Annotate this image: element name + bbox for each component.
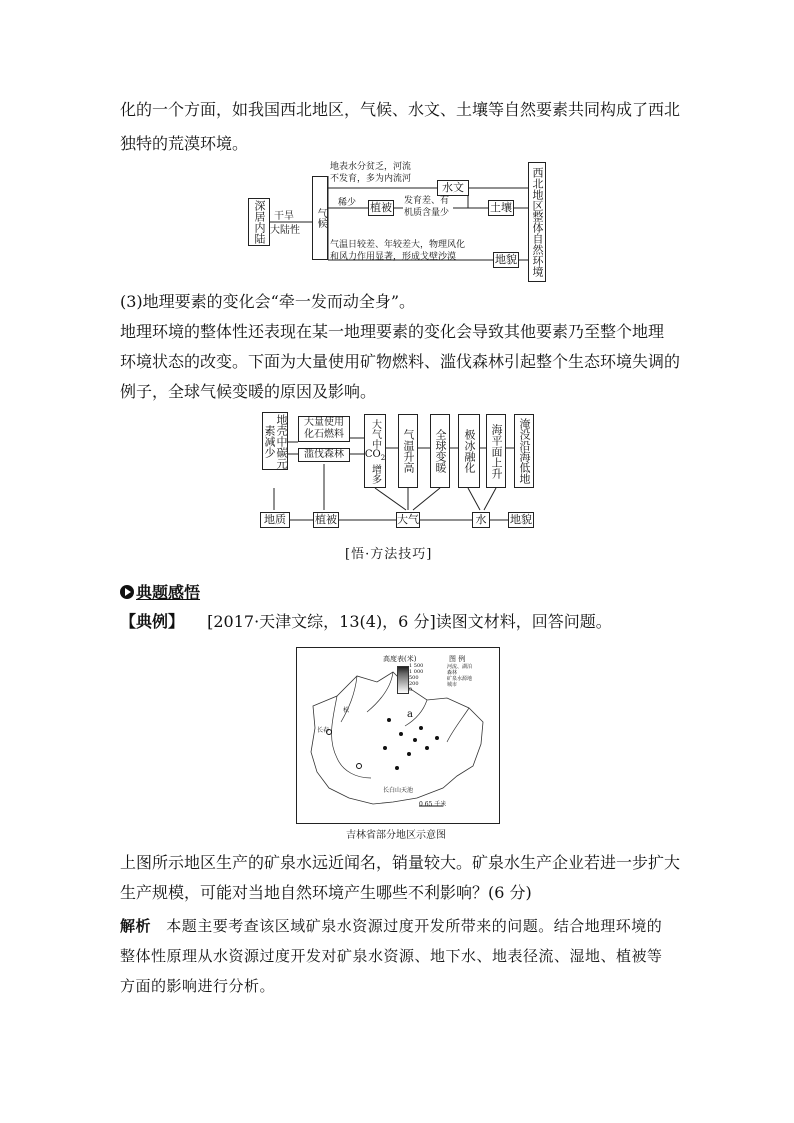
- section3-title: (3)地理要素的变化会“牵一发而动全身”。: [120, 292, 416, 311]
- legend-title: 图 例: [449, 655, 466, 663]
- question-line-2: 生产规模，可能对当地自然环境产生哪些不利影响？(6 分): [120, 883, 532, 902]
- temperature-rise-box: 气温升高: [398, 414, 418, 488]
- soil-desc-2: 机质含量少: [404, 208, 450, 218]
- example-source: [2017·天津文综，13(4)，6 分]读图文材料，回答问题。: [207, 612, 612, 631]
- water-desc-1: 地表水分贫乏，河流: [330, 162, 412, 172]
- lake-label: 长白山天池: [383, 787, 414, 794]
- example-line: [120, 607, 612, 637]
- ice-melt-box: 极冰融化: [458, 414, 480, 488]
- bottom-geology-box: 地质: [260, 512, 290, 528]
- analysis-label: 解析: [120, 917, 152, 935]
- soil-desc-1: 发育差、有: [404, 196, 450, 206]
- city-label: 长春: [317, 727, 330, 734]
- inland-box: 深居内陆: [248, 198, 270, 246]
- analysis-text-1: 本题主要考查该区域矿泉水资源过度开发所带来的问题。结合地理环境的: [166, 917, 663, 935]
- crust-carbon-box: 地壳中碳元素减少: [263, 413, 288, 469]
- height-colorbar: [397, 666, 409, 694]
- vegetation-box: 植被: [370, 201, 392, 214]
- legend-rivers: 河流、湖泊: [447, 664, 473, 670]
- section3-p3: 例子，全球气候变暖的原因及影响。: [120, 382, 377, 401]
- section-heading: [120, 580, 200, 603]
- co2-increase-box: [364, 414, 386, 488]
- flood-lowland-box: 淹没沿海低地: [514, 414, 534, 488]
- bottom-vegetation-box: 植被: [315, 513, 337, 526]
- northwest-environment-box: 西北地区整体自然环境: [528, 162, 546, 282]
- fossil-fuel-line-2: 化石燃料: [304, 429, 344, 440]
- hydrology-box: 水文: [437, 180, 469, 196]
- bottom-landform-box: 地貌: [510, 513, 532, 526]
- continental-label: 大陆性: [270, 225, 300, 236]
- analysis-line-2: 整体性原理从水资源过度开发对矿泉水资源、地下水、地表径流、湿地、植被等: [120, 947, 663, 965]
- global-warming-box: 全球变暖: [430, 414, 450, 488]
- question-line-1: 上图所示地区生产的矿泉水远近闻名，销量较大。矿泉水生产企业若进一步扩大: [120, 853, 681, 872]
- legend-spring: 矿泉水源地: [447, 676, 473, 682]
- co2-line-1: 大气中: [369, 418, 381, 449]
- height-0: 0: [409, 687, 413, 693]
- scale-label: 0 65 千米: [419, 801, 447, 808]
- river-label: 松: [343, 707, 350, 714]
- height-legend-title: 高度表(米): [383, 655, 417, 663]
- landform-desc-2: 和风力作用显著，形成戈壁沙漠: [330, 252, 457, 262]
- fossil-fuel-line-1: 大量使用: [304, 417, 344, 428]
- height-1500: 1 500: [409, 663, 424, 669]
- intro-line-1: 化的一个方面，如我国西北地区，气候、水文、土壤等自然要素共同构成了西北: [120, 100, 681, 119]
- co2-line-3: 增多: [369, 463, 381, 484]
- map-caption: 吉林省部分地区示意图: [346, 830, 446, 841]
- deforestation-box: 滥伐森林: [298, 448, 350, 462]
- sparse-label: 稀少: [338, 198, 357, 208]
- section-title: 典题感悟: [136, 583, 201, 602]
- water-desc-2: 不发育，多为内流河: [330, 174, 412, 184]
- climate-box: 气候: [312, 176, 328, 260]
- soil-box: 土壤: [490, 201, 512, 214]
- bottom-atmosphere-box: 大气: [397, 513, 419, 526]
- co2-symbol: CO: [364, 448, 381, 460]
- height-200: 200: [409, 681, 419, 687]
- co2-line-2: [365, 449, 385, 464]
- height-1000: 1 000: [409, 669, 424, 675]
- co2-subscript: 2: [380, 453, 386, 462]
- legend-forest: 森林: [447, 670, 458, 676]
- sea-level-box: 海平面上升: [486, 414, 506, 488]
- legend-city: 城市: [447, 682, 458, 688]
- section3-p1: 地理环境的整体性还表现在某一地理要素的变化会导致其他要素乃至整个地理: [120, 322, 665, 341]
- analysis-line-1: [120, 911, 662, 941]
- method-tip-label: [悟·方法技巧]: [345, 547, 433, 562]
- point-a-label: a: [407, 709, 413, 720]
- landform-desc-1: 气温日较差、年较差大，物理风化: [330, 240, 466, 250]
- landform-box: 地貌: [495, 253, 517, 266]
- intro-line-2: 独特的荒漠环境。: [120, 134, 249, 153]
- arid-label: 干旱: [274, 211, 294, 222]
- bottom-water-box: 水: [472, 512, 490, 528]
- height-500: 500: [409, 675, 419, 681]
- play-circle-icon: [120, 585, 134, 599]
- fossil-fuel-box: [298, 416, 350, 442]
- global-warming-diagram: [258, 410, 538, 535]
- section3-p2: 环境状态的改变。下面为大量使用矿物燃料、滥伐森林引起整个生态环境失调的: [120, 352, 681, 371]
- example-tag: 【典例】: [120, 612, 185, 631]
- jilin-map: [296, 647, 500, 824]
- northwest-environment-diagram: [248, 160, 558, 285]
- analysis-line-3: 方面的影响进行分析。: [120, 977, 276, 995]
